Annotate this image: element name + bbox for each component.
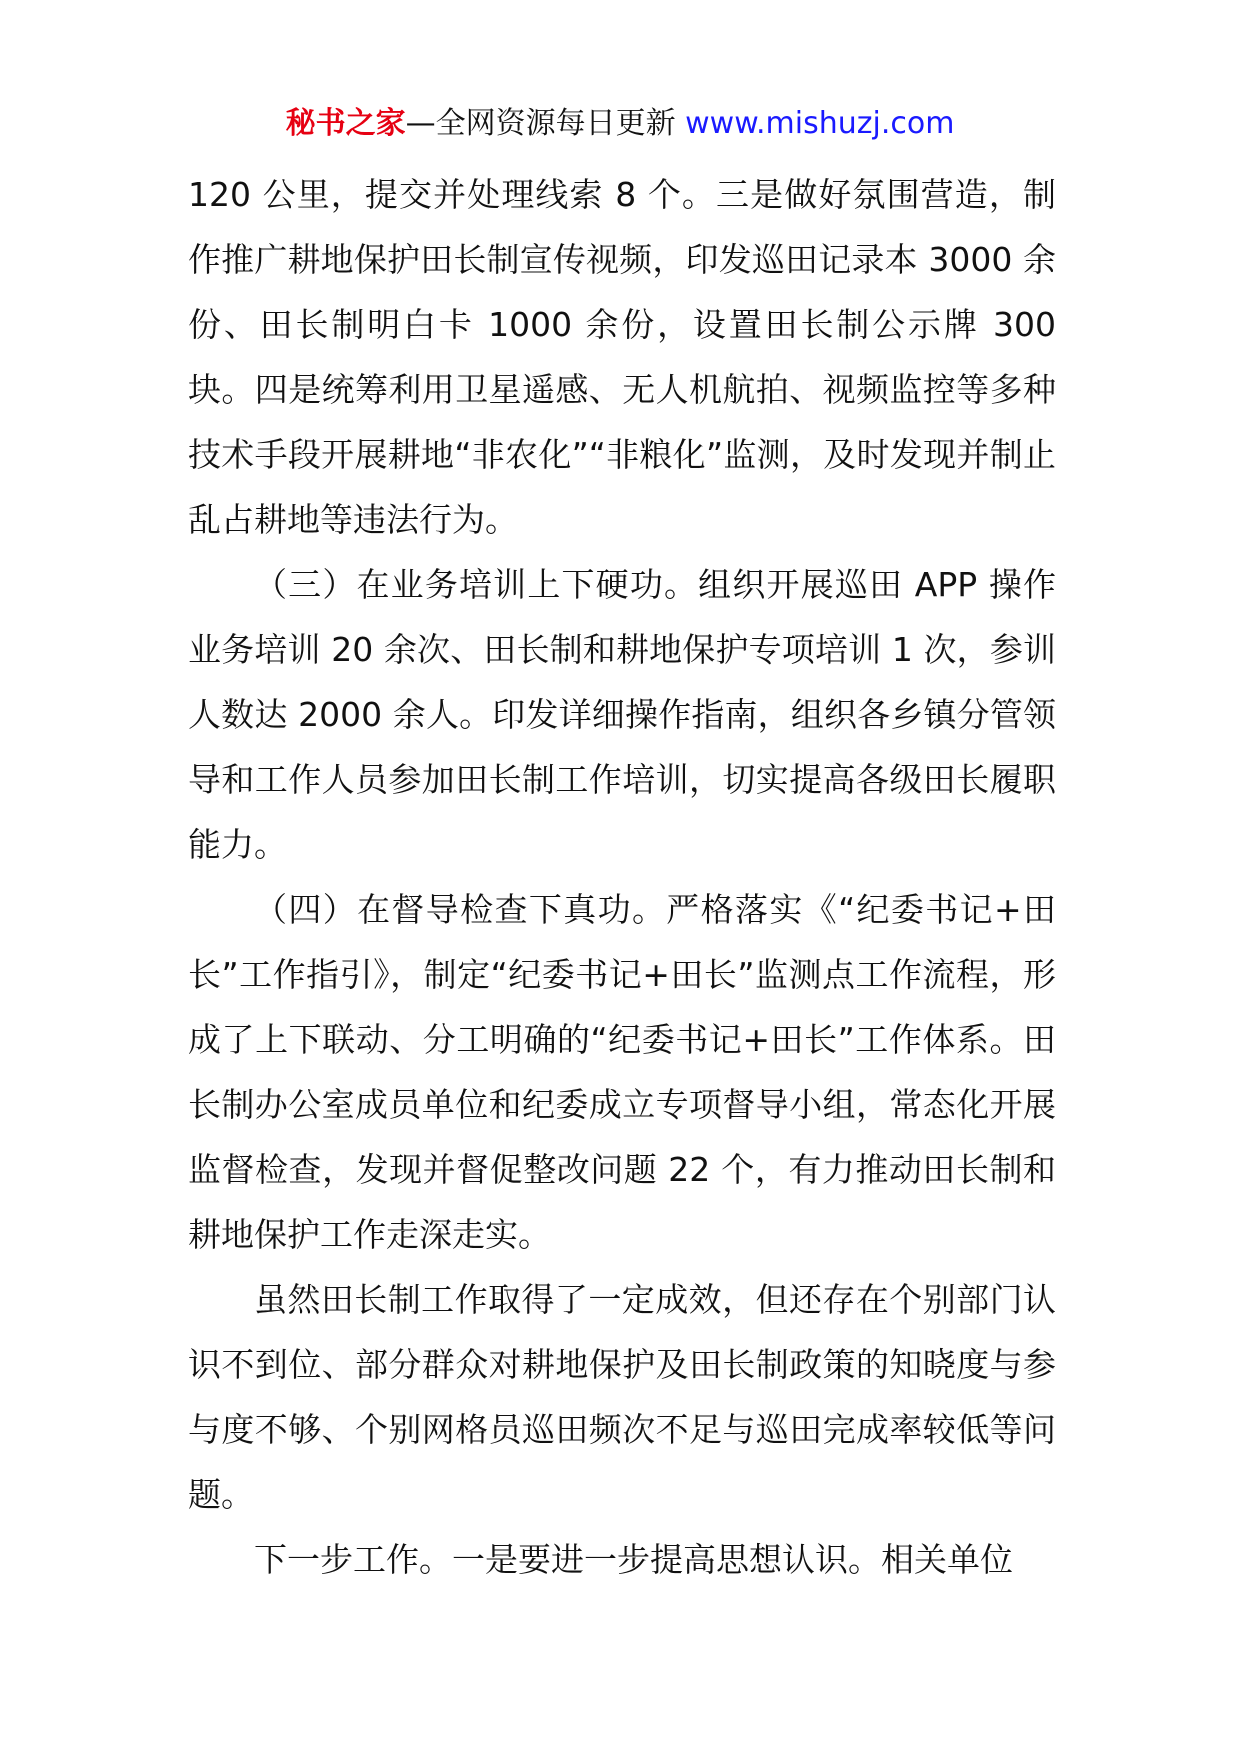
site-tagline: —全网资源每日更新 <box>405 106 686 141</box>
paragraph-continuation: 120 公里，提交并处理线索 8 个。三是做好氛围营造，制作推广耕地保护田长制宣传视频，印发巡田记录本 3000 余份、田长制明白卡 1000 余份，设置田长制公示牌 300 块。四是统筹利用卫星遥感、无人机航拍、视频监控等多种技术手段开展耕地“非农化”“非粮化”监测，及时发现并制止乱占耕地等违法行为。 <box>188 175 1056 539</box>
page-header <box>0 104 1240 144</box>
site-url-link[interactable]: www.mishuzj.com <box>685 106 955 141</box>
paragraph-problems: 虽然田长制工作取得了一定成效，但还存在个别部门认识不到位、部分群众对耕地保护及田长制政策的知晓度与参与度不够、个别网格员巡田频次不足与巡田完成率较低等问题。 <box>188 1280 1056 1514</box>
paragraph-supervision: （四）在督导检查下真功。严格落实《“纪委书记+田长”工作指引》，制定“纪委书记+田长”监测点工作流程，形成了上下联动、分工明确的“纪委书记+田长”工作体系。田长制办公室成员单位和纪委成立专项督导小组，常态化开展监督检查，发现并督促整改问题 22 个，有力推动田长制和耕地保护工作走深走实。 <box>188 890 1056 1254</box>
paragraph-training: （三）在业务培训上下硬功。组织开展巡田 APP 操作业务培训 20 余次、田长制和耕地保护专项培训 1 次，参训人数达 2000 余人。印发详细操作指南，组织各乡镇分管领导和工作人员参加田长制工作培训，切实提高各级田长履职能力。 <box>188 565 1056 864</box>
document-body <box>188 162 1056 1592</box>
paragraph-next-steps: 下一步工作。一是要进一步提高思想认识。相关单位 <box>254 1540 1013 1579</box>
site-brand: 秘书之家 <box>285 106 406 141</box>
